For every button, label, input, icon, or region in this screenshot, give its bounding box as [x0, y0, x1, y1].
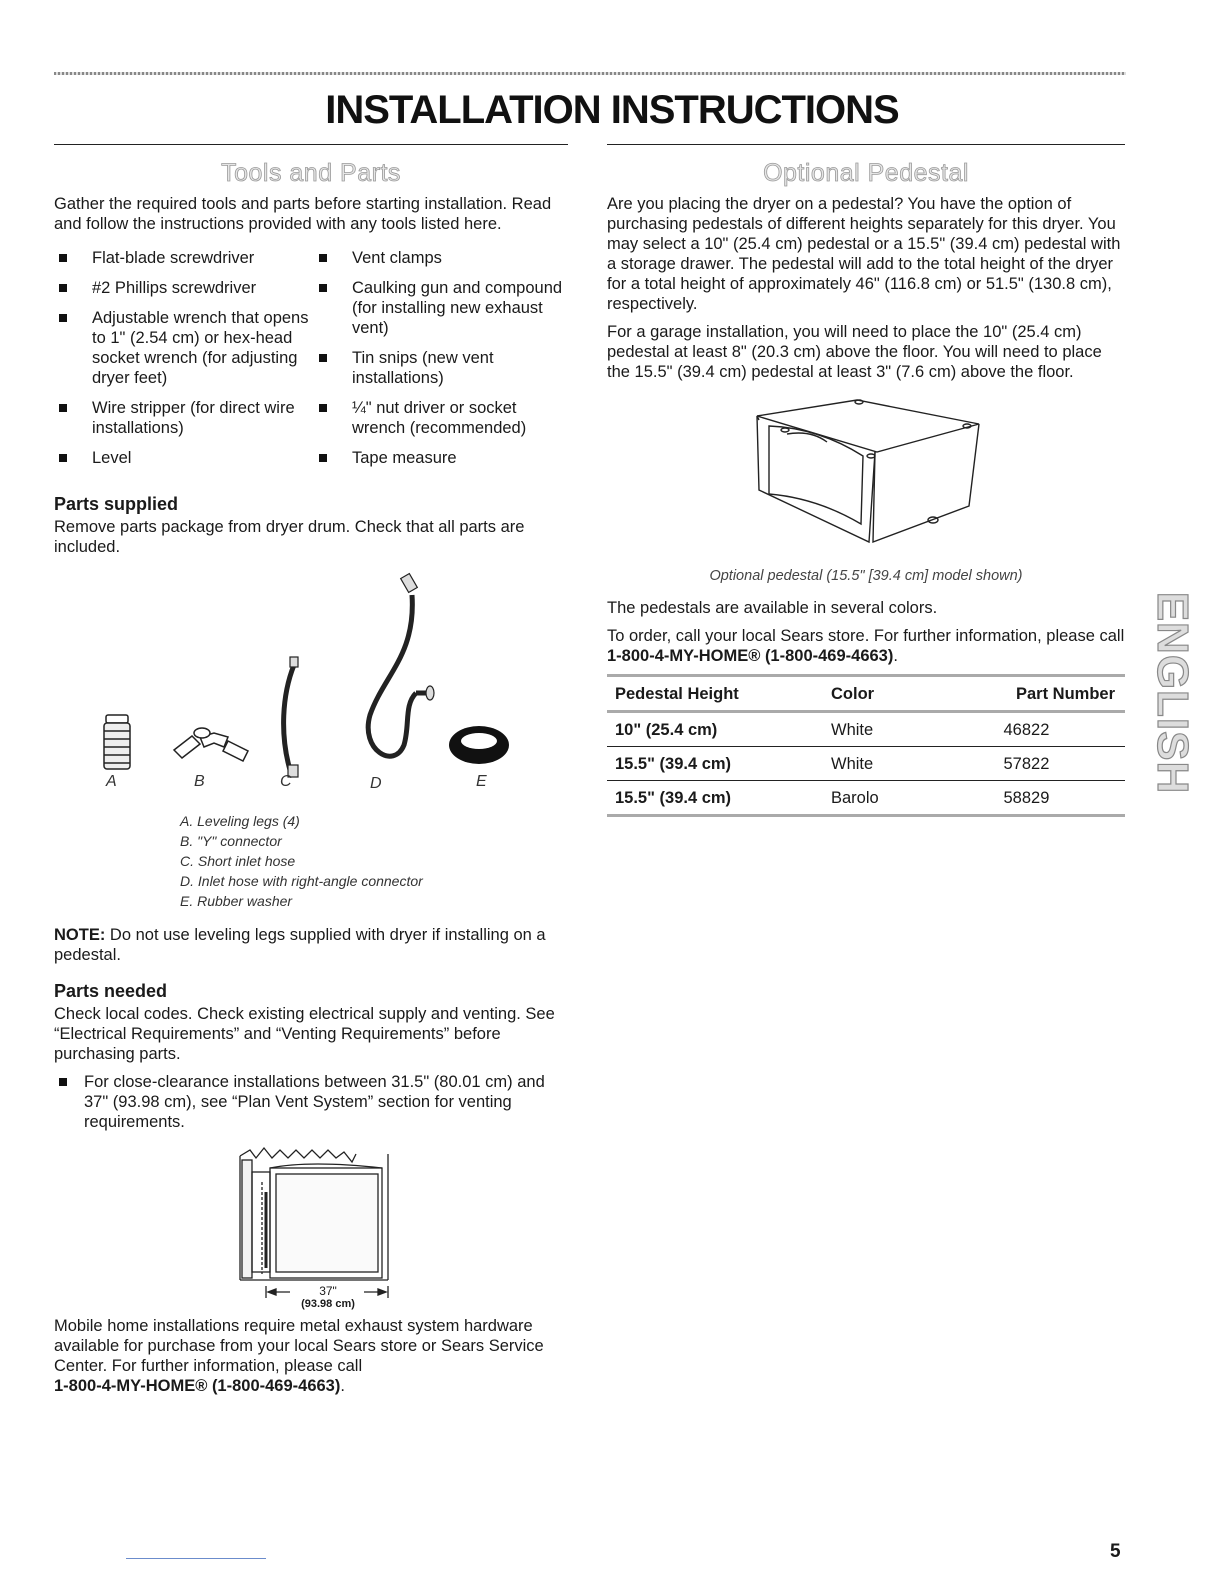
tools-list-col1 [54, 248, 314, 478]
section-rule [54, 144, 568, 145]
table-row [607, 781, 1125, 816]
parts-needed-list [54, 1072, 568, 1132]
table-cell: White [823, 747, 917, 781]
language-tab-label: ENGLISH [1148, 591, 1197, 795]
pedestal-order [607, 626, 1125, 666]
legend-item: B. "Y" connector [180, 833, 282, 849]
tools-heading: Tools and Parts [221, 159, 401, 187]
list-item: Adjustable wrench that opens to 1" (2.54 cm) or hex-head socket wrench (for adjusting dryer feet) [54, 308, 314, 388]
phone-number: 1-800-4-MY-HOME® (1-800-469-4663) [54, 1377, 341, 1395]
list-item: Tape measure [314, 448, 568, 468]
legend-item: A. Leveling legs (4) [180, 813, 300, 829]
right-column [607, 144, 1125, 817]
phone-number: 1-800-4-MY-HOME® (1-800-469-4663) [607, 647, 894, 665]
part-label-c: C [280, 773, 292, 790]
note [54, 925, 568, 965]
close-clearance-illustration [54, 1142, 568, 1308]
list-item: ¼" nut driver or socket wrench (recommended) [314, 398, 568, 438]
y-connector-icon [174, 728, 248, 761]
table-cell: 58829 [917, 781, 1125, 816]
parts-legend [180, 811, 423, 911]
pedestal-caption: Optional pedestal (15.5" [39.4 cm] model shown) [709, 568, 1023, 584]
table-cell: 46822 [917, 712, 1125, 747]
left-column [54, 144, 568, 1404]
list-item: Caulking gun and compound (for installing new exhaust vent) [314, 278, 568, 338]
tools-intro: Gather the required tools and parts before starting installation. Read and follow the instructions provided with any tools listed here. [54, 195, 552, 233]
pedestal-colors: The pedestals are available in several colors. [607, 599, 938, 617]
inlet-hose-icon [368, 574, 434, 757]
note-label: NOTE: [54, 926, 106, 944]
column-header: Part Number [917, 676, 1125, 712]
page-title: INSTALLATION INSTRUCTIONS [325, 88, 899, 132]
table-cell: 15.5" (39.4 cm) [607, 747, 823, 781]
table-cell: 57822 [917, 747, 1125, 781]
footer-rule [126, 1558, 266, 1559]
table-row [607, 712, 1125, 747]
sentence-end: . [340, 1377, 345, 1395]
list-item: Flat-blade screwdriver [54, 248, 314, 268]
note-text: Do not use leveling legs supplied with dryer if installing on a pedestal. [54, 926, 546, 964]
pedestal-garage: For a garage installation, you will need to place the 10" (25.4 cm) pedestal at least 8" (20.3 cm) above the floor. You will need to place the 15.5" (39.4 cm) pedestal at least 3" (7.6 cm) above the floor. [607, 323, 1102, 381]
order-text: To order, call your local Sears store. For further information, please call [607, 627, 1125, 645]
table-cell: Barolo [823, 781, 917, 816]
column-header: Color [823, 676, 917, 712]
list-item: For close-clearance installations between 31.5" (80.01 cm) and 37" (93.98 cm), see “Plan Vent System” section for venting requirements. [54, 1072, 568, 1132]
list-item: Vent clamps [314, 248, 568, 268]
list-item: Level [54, 448, 314, 468]
leveling-leg-icon [104, 715, 130, 769]
pedestal-intro: Are you placing the dryer on a pedestal? You have the option of purchasing pedestals of different heights separately for this dryer. You may select a 10" (25.4 cm) pedestal or a 15.5" (39.4 cm) pedestal with a storage drawer. The pedestal will add to the total height of the dryer for a total height of approximately 46" (116.8 cm) or 51.5" (130.8 cm), respectively. [607, 195, 1121, 313]
language-tab [1148, 568, 1197, 818]
table-header-row [607, 676, 1125, 712]
dimension-inches: 37" [319, 1284, 337, 1298]
list-item: #2 Phillips screwdriver [54, 278, 314, 298]
parts-illustration [54, 565, 568, 925]
page-number: 5 [1110, 1541, 1121, 1562]
dimension-cm: (93.98 cm) [301, 1298, 355, 1310]
pedestal-table [607, 674, 1125, 817]
parts-needed-text: Check local codes. Check existing electrical supply and venting. See “Electrical Requirements” and “Venting Requirements” before purchasing parts. [54, 1005, 555, 1063]
parts-supplied-text: Remove parts package from dryer drum. Check that all parts are included. [54, 518, 525, 556]
tools-list [54, 248, 568, 478]
pedestal-heading: Optional Pedestal [763, 159, 969, 187]
part-label-d: D [370, 775, 382, 792]
pedestal-drawing [607, 390, 1125, 560]
parts-drawing [54, 565, 568, 805]
mobile-home-body: Mobile home installations require metal exhaust system hardware available for purchase from your local Sears store or Sears Service Center. For further information, please call [54, 1317, 544, 1375]
sentence-end: . [893, 647, 898, 665]
table-row [607, 747, 1125, 781]
tools-list-col2 [314, 248, 568, 478]
short-hose-icon [284, 657, 298, 777]
mobile-home-text [54, 1316, 568, 1396]
table-cell: 10" (25.4 cm) [607, 712, 823, 747]
part-label-a: A [106, 773, 117, 790]
part-label-b: B [194, 773, 205, 790]
top-rule [54, 72, 1126, 75]
column-header: Pedestal Height [607, 676, 823, 712]
legend-item: D. Inlet hose with right-angle connector [180, 873, 423, 889]
part-label-e: E [476, 773, 487, 790]
rubber-washer-icon [449, 726, 509, 764]
table-cell: White [823, 712, 917, 747]
list-item: Wire stripper (for direct wire installations) [54, 398, 314, 438]
section-rule [607, 144, 1125, 145]
legend-item: C. Short inlet hose [180, 853, 296, 869]
list-item: Tin snips (new vent installations) [314, 348, 568, 388]
table-cell: 15.5" (39.4 cm) [607, 781, 823, 816]
parts-supplied-heading: Parts supplied [54, 494, 179, 514]
parts-needed-heading: Parts needed [54, 981, 168, 1001]
legend-item: E. Rubber washer [180, 893, 293, 909]
